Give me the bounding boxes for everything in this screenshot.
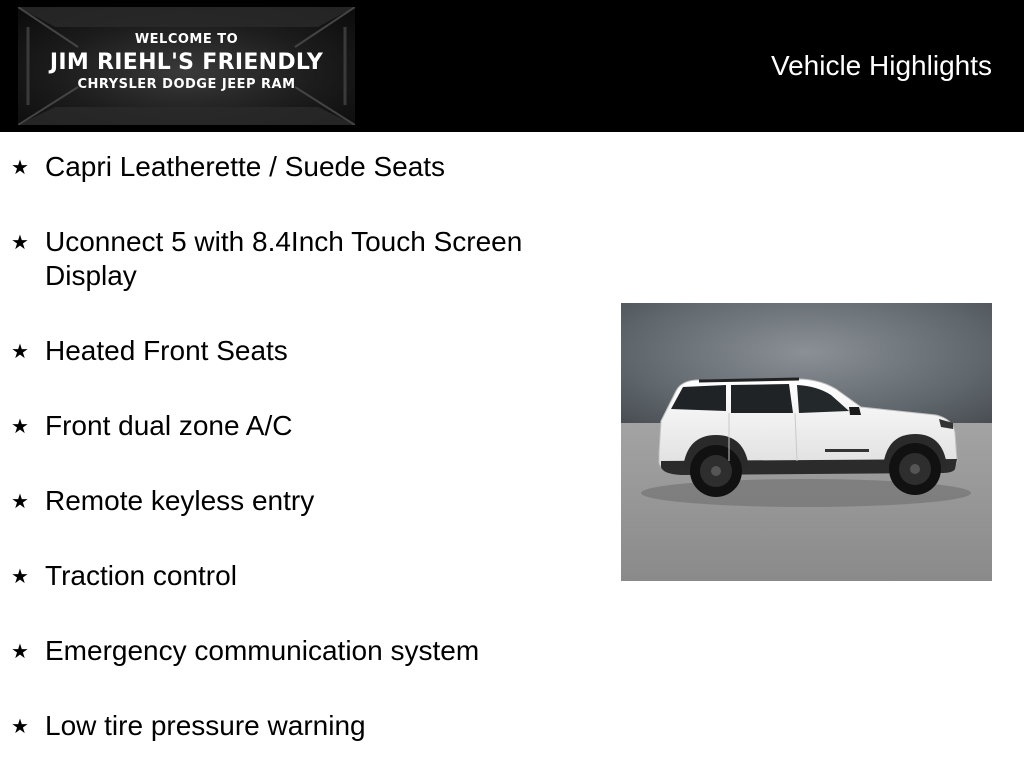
feature-label: Traction control xyxy=(45,560,237,591)
feature-list xyxy=(0,150,590,784)
header-bar xyxy=(0,0,1024,132)
vehicle-illustration xyxy=(621,303,992,581)
star-icon: ★ xyxy=(11,230,29,254)
star-icon: ★ xyxy=(11,639,29,663)
feature-item xyxy=(0,634,590,668)
logo-brands-text: CHRYSLER DODGE JEEP RAM xyxy=(77,77,296,92)
feature-item xyxy=(0,559,590,593)
feature-item xyxy=(0,484,590,518)
feature-label: Uconnect 5 with 8.4Inch Touch Screen Display xyxy=(45,226,523,291)
feature-item xyxy=(0,709,590,743)
star-icon: ★ xyxy=(11,414,29,438)
feature-item xyxy=(0,334,590,368)
vehicle-photo[interactable] xyxy=(621,303,992,581)
feature-label: Remote keyless entry xyxy=(45,485,315,516)
dealer-logo[interactable] xyxy=(18,7,355,125)
star-icon: ★ xyxy=(11,489,29,513)
feature-label: Heated Front Seats xyxy=(45,335,288,366)
star-icon: ★ xyxy=(11,714,29,738)
feature-label: Emergency communication system xyxy=(45,635,480,666)
feature-item xyxy=(0,225,590,293)
page-title: Vehicle Highlights xyxy=(770,50,992,81)
feature-label: Capri Leatherette / Suede Seats xyxy=(45,151,446,182)
feature-label: Front dual zone A/C xyxy=(45,410,293,441)
feature-item xyxy=(0,409,590,443)
logo-welcome-text: WELCOME TO xyxy=(134,32,239,47)
star-icon: ★ xyxy=(11,339,29,363)
star-icon: ★ xyxy=(11,155,29,179)
feature-item xyxy=(0,150,590,184)
star-icon: ★ xyxy=(11,564,29,588)
feature-label: Low tire pressure warning xyxy=(45,710,366,741)
logo-dealer-name: JIM RIEHL'S FRIENDLY xyxy=(49,50,324,75)
